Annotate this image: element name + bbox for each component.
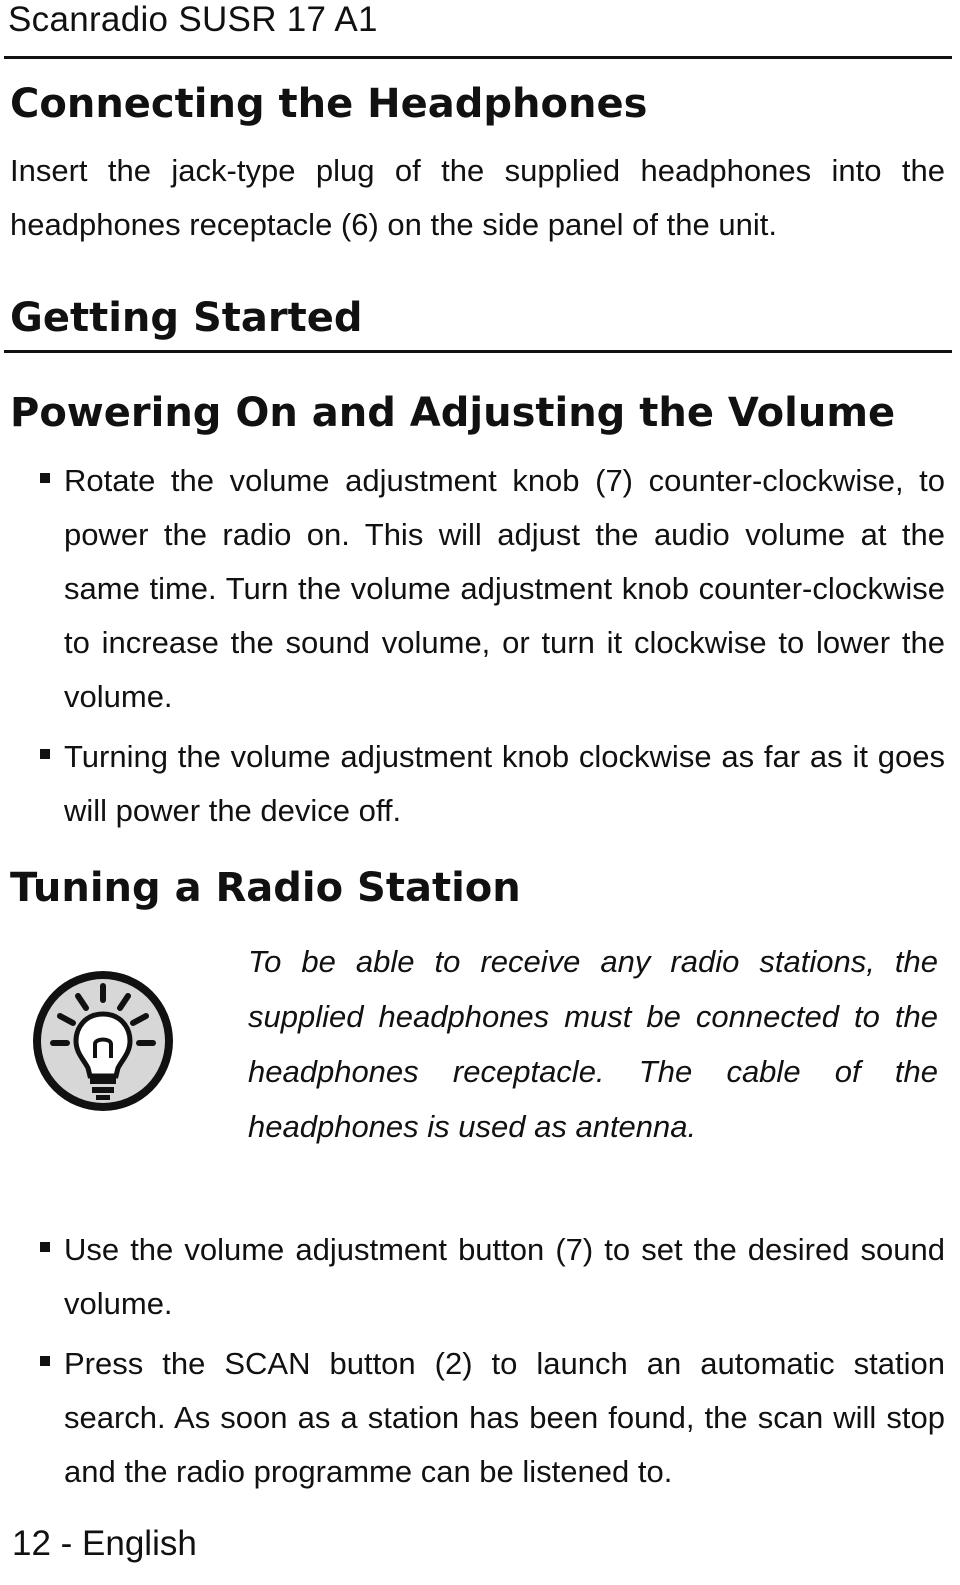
heading-connecting-headphones: Connecting the Headphones: [10, 81, 648, 127]
bullet-square-icon: [40, 473, 50, 483]
tuning-bullet-list: [10, 1223, 945, 1505]
paragraph-connecting-headphones: Insert the jack-type plug of the supplied headphones into the headphones receptacle (6) on the side panel of the unit.: [10, 153, 945, 242]
bullet-square-icon: [40, 749, 50, 759]
list-item: [10, 1337, 945, 1499]
bullet-square-icon: [40, 1242, 50, 1252]
list-item-text: Use the volume adjustment button (7) to set the desired sound volume.: [64, 1232, 945, 1321]
powering-bullet-list: [10, 454, 945, 844]
heading-powering-volume: Powering On and Adjusting the Volume: [10, 390, 896, 436]
lightbulb-icon: [30, 968, 176, 1114]
page-header-title: Scanradio SUSR 17 A1: [8, 0, 378, 39]
list-item: [10, 1223, 945, 1331]
list-item-text: Rotate the volume adjustment knob (7) counter-clockwise, to power the radio on. This will adjust the audio volume at the same time. Turn the volume adjustment knob counter-clockwise to increase the sound volume, or turn it clockwise to lower the volume.: [64, 463, 945, 714]
note-antenna-text: To be able to receive any radio stations, the supplied headphones must be connected to the headphones receptacle. The cable of the headphones is used as antenna.: [248, 944, 938, 1144]
page-footer: 12 - English: [12, 1524, 197, 1563]
heading-tuning-radio: Tuning a Radio Station: [10, 865, 521, 911]
heading-getting-started: Getting Started: [10, 295, 363, 341]
list-item-text: Turning the volume adjustment knob clockwise as far as it goes will power the device off.: [64, 739, 945, 828]
list-item: [10, 454, 945, 724]
list-item-text: Press the SCAN button (2) to launch an automatic station search. As soon as a station has been found, the scan will stop and the radio programme can be listened to.: [64, 1346, 945, 1489]
list-item: [10, 730, 945, 838]
bullet-square-icon: [40, 1356, 50, 1366]
header-divider: [4, 56, 952, 59]
section-divider: [4, 350, 952, 353]
